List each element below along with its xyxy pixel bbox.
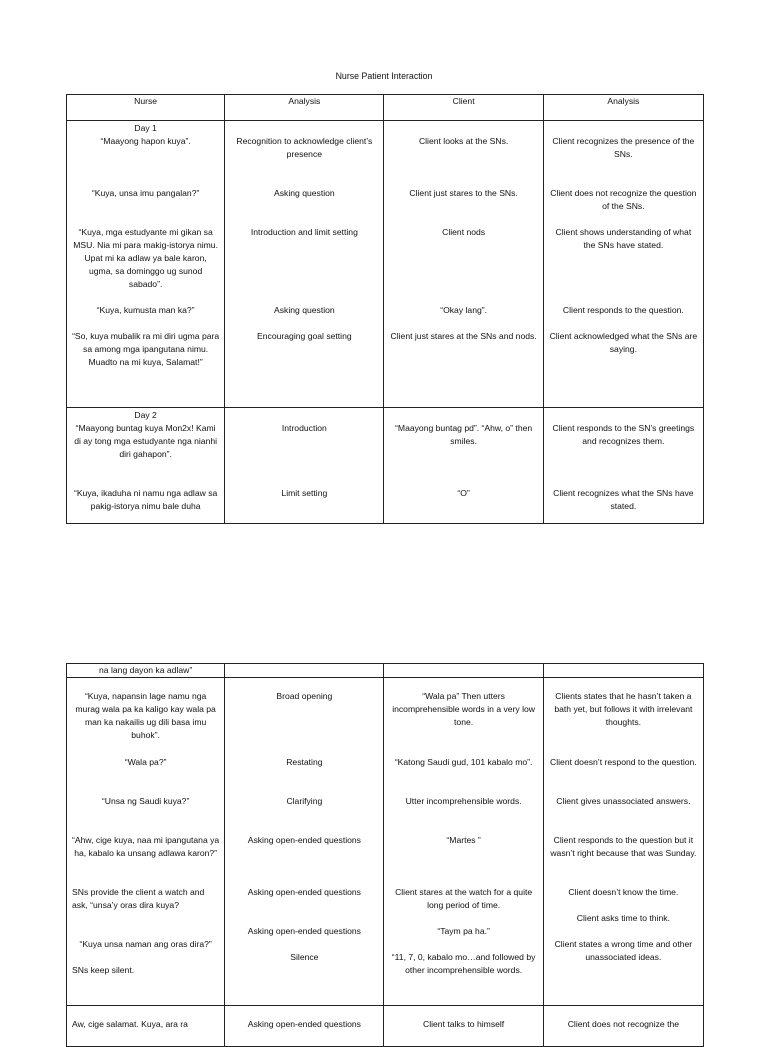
analysis-text: Recognition to acknowledge client’s presence bbox=[236, 136, 373, 159]
nurse-statement: “Maayong buntag kuya Mon2x! Kami di ay tong mga estudyante nga nianhi diri gahapon”. bbox=[74, 423, 218, 459]
client-analysis-text: Client gives unassociated answers. bbox=[556, 796, 691, 806]
analysis-text: Asking open-ended questions bbox=[247, 926, 361, 936]
table-row-day-2 bbox=[67, 408, 704, 524]
client-text: Client looks at the SNs. bbox=[418, 136, 509, 146]
analysis-text: Introduction and limit setting bbox=[250, 227, 358, 237]
client-text: “Wala pa” Then utters incomprehensible words in a very low tone. bbox=[392, 691, 536, 727]
nurse-cell bbox=[67, 121, 225, 408]
client-cell bbox=[384, 678, 543, 1006]
nurse-statement: SNs provide the client a watch and ask, “unsa’y oras dira kuya? bbox=[72, 887, 205, 910]
nurse-cell bbox=[67, 664, 225, 678]
nurse-statement: “Kuya, kumusta man ka?” bbox=[96, 305, 195, 315]
analysis-text: Clarifying bbox=[286, 796, 323, 806]
client-analysis-text: Client doesn’t know the time. bbox=[568, 887, 679, 897]
day-label: Day 2 bbox=[134, 410, 157, 420]
document-title: Nurse Patient Interaction bbox=[335, 71, 433, 81]
table-row-continuation bbox=[67, 664, 704, 678]
interaction-table-2 bbox=[66, 663, 704, 1047]
nurse-statement: “So, kuya mubalik ra mi diri ugma para sa among mga ipangutana nimu. Muadto na mi kuya, Salamat!” bbox=[72, 331, 220, 367]
client-text: “Okay lang”. bbox=[440, 305, 488, 315]
client-analysis-text: Client does not recognize the bbox=[567, 1019, 680, 1029]
analysis-text: Limit setting bbox=[281, 488, 328, 498]
header-nurse: Nurse bbox=[67, 95, 225, 121]
client-analysis-text: Client doesn’t respond to the question. bbox=[550, 757, 697, 767]
client-text: Client stares at the watch for a quite long period of time. bbox=[395, 887, 533, 910]
nurse-statement: SNs keep silent. bbox=[72, 965, 135, 975]
client-text: “Martes ” bbox=[446, 835, 481, 845]
client-text: “Taym pa ha.” bbox=[437, 926, 490, 936]
analysis-cell bbox=[225, 664, 384, 678]
nurse-cell bbox=[67, 1006, 225, 1047]
client-analysis-cell bbox=[543, 664, 703, 678]
interaction-table-1 bbox=[66, 94, 704, 524]
client-cell bbox=[384, 664, 543, 678]
client-cell bbox=[384, 121, 543, 408]
analysis-text: Asking question bbox=[274, 305, 335, 315]
analysis-text: Broad opening bbox=[276, 691, 333, 701]
table-row-day-1 bbox=[67, 121, 704, 408]
client-analysis-text: Clients states that he hasn’t taken a bath yet, but follows it with irrelevant thoughts. bbox=[554, 691, 693, 727]
nurse-statement: “Wala pa?” bbox=[124, 757, 167, 767]
nurse-statement: “Kuya, ikaduha ni namu nga adlaw sa pakig-istorya nimu bale duha bbox=[73, 488, 218, 511]
nurse-statement: “Maayong hapon kuya”. bbox=[100, 136, 191, 146]
client-text: Client talks to himself bbox=[423, 1019, 505, 1029]
client-analysis-text: Client shows understanding of what the SNs have stated. bbox=[555, 227, 692, 250]
header-analysis: Analysis bbox=[225, 95, 384, 121]
nurse-statement: “Kuya, mga estudyante mi gikan sa MSU. Nia mi para makig-istorya nimu. Upat mi ka adlaw ya bale karon, ugma, sa dominggo ug sunod sabado”. bbox=[73, 227, 218, 289]
table-row-main bbox=[67, 678, 704, 1006]
nurse-statement: “Unsa ng Saudi kuya?” bbox=[101, 796, 190, 806]
analysis-text: Restating bbox=[286, 757, 323, 767]
analysis-text: Asking open-ended questions bbox=[247, 887, 361, 897]
client-cell bbox=[384, 1006, 543, 1047]
client-analysis-text: Client responds to the SN’s greetings and recognizes them. bbox=[552, 423, 695, 446]
analysis-cell bbox=[225, 408, 384, 524]
client-text: Client just stares at the SNs and nods. bbox=[390, 331, 537, 341]
analysis-text: Introduction bbox=[281, 423, 327, 433]
client-analysis-cell bbox=[543, 678, 703, 1006]
client-text: Client just stares to the SNs. bbox=[409, 188, 518, 198]
client-analysis-cell bbox=[543, 408, 703, 524]
analysis-text: Silence bbox=[290, 952, 319, 962]
nurse-cell bbox=[67, 408, 225, 524]
client-analysis-text: Client asks time to think. bbox=[576, 913, 670, 923]
client-analysis-text: Client does not recognize the question of the SNs. bbox=[550, 188, 697, 211]
client-analysis-text: Client recognizes what the SNs have stated. bbox=[553, 488, 694, 511]
client-analysis-text: Client recognizes the presence of the SNs. bbox=[552, 136, 695, 159]
analysis-text: Asking open-ended questions bbox=[247, 835, 361, 845]
analysis-cell bbox=[225, 678, 384, 1006]
client-analysis-cell bbox=[543, 1006, 703, 1047]
client-analysis-text: Client responds to the question but it wasn’t right because that was Sunday. bbox=[550, 835, 697, 858]
continuation-text: na lang dayon ka adlaw” bbox=[99, 665, 193, 675]
header-client-analysis: Analysis bbox=[543, 95, 703, 121]
client-text: Client nods bbox=[442, 227, 486, 237]
client-text: “Maayong buntag pd”. “Ahw, o” then smiles. bbox=[395, 423, 533, 446]
analysis-text: Encouraging goal setting bbox=[257, 331, 352, 341]
table-header-row bbox=[67, 95, 704, 121]
client-analysis-text: Client responds to the question. bbox=[562, 305, 684, 315]
client-text: “Katong Saudi gud, 101 kabalo mo”. bbox=[394, 757, 533, 767]
client-analysis-text: Client acknowledged what the SNs are saying. bbox=[549, 331, 698, 354]
header-client: Client bbox=[384, 95, 543, 121]
nurse-statement: “Kuya unsa naman ang oras dira?” bbox=[79, 939, 212, 949]
client-text: “O” bbox=[457, 488, 470, 498]
table-row-last bbox=[67, 1006, 704, 1047]
client-text: “11, 7, 0, kabalo mo…and followed by other incomprehensible words. bbox=[391, 952, 536, 975]
day-label: Day 1 bbox=[134, 123, 157, 133]
nurse-statement: “Kuya, unsa imu pangalan?” bbox=[91, 188, 200, 198]
nurse-statement: Aw, cige salamat. Kuya, ara ra bbox=[72, 1019, 188, 1029]
nurse-statement: “Kuya, napansin lage namu nga murag wala pa ka kaligo kay wala pa man ka nakailis ug dili basa imu buhok”. bbox=[75, 691, 216, 740]
analysis-text: Asking open-ended questions bbox=[247, 1019, 361, 1029]
analysis-cell bbox=[225, 121, 384, 408]
client-cell bbox=[384, 408, 543, 524]
client-text: Utter incomprehensible words. bbox=[405, 796, 522, 806]
client-analysis-text: Client states a wrong time and other unassociated ideas. bbox=[554, 939, 693, 962]
nurse-statement: “Ahw, cige kuya, naa mi ipangutana ya ha, kabalo ka unsang adlawa karon?” bbox=[72, 835, 220, 858]
analysis-text: Asking question bbox=[274, 188, 335, 198]
nurse-cell bbox=[67, 678, 225, 1006]
client-analysis-cell bbox=[543, 121, 703, 408]
analysis-cell bbox=[225, 1006, 384, 1047]
